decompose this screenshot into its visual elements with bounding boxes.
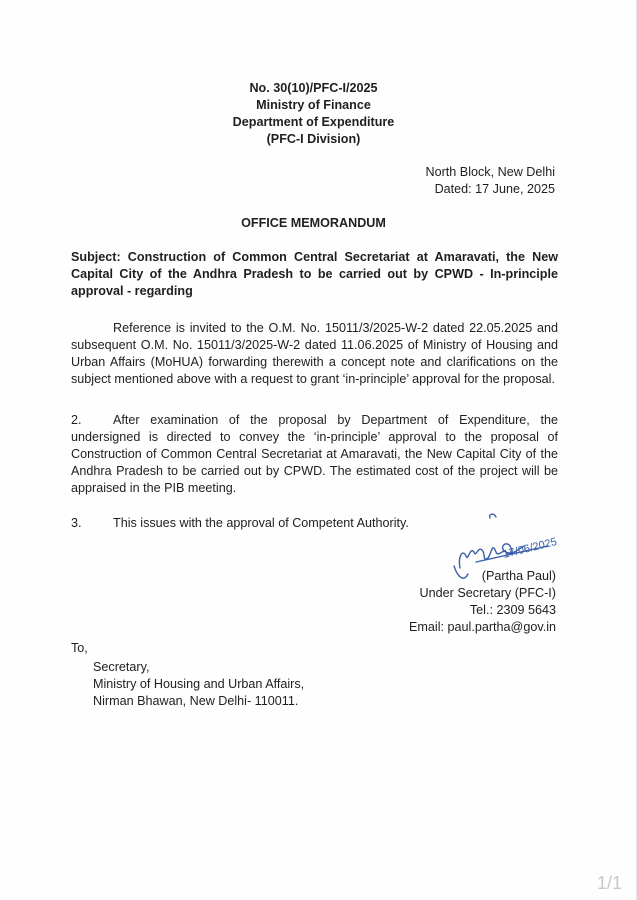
subject-line: Subject: Construction of Common Central Secretariat at Amaravati, the New Capital City of the Andhra Pradesh to be carried out by CPWD - In-principle approval - regarding: [71, 250, 558, 298]
om-number: No. 30(10)/PFC-I/2025: [249, 81, 378, 95]
recipient-line: Nirman Bhawan, New Delhi- 110011.: [93, 694, 299, 708]
signatory-name: (Partha Paul): [481, 569, 556, 583]
memo-title: OFFICE MEMORANDUM: [241, 216, 386, 230]
paragraph-text: This issues with the approval of Competent Authority.: [113, 516, 409, 530]
recipient-address: [93, 659, 304, 710]
signatory-block: [409, 568, 556, 636]
paragraph-text: After examination of the proposal by Department of Expenditure, the undersigned is directed to convey the ‘in-principle’ approval to the proposal of Construction of Common Central Secretariat at Amaravati, the New Capital City of the Andhra Pradesh to be carried out by CPWD. The estimated cost of the project will be appraised in the PIB meeting.: [71, 413, 558, 495]
recipient-line: Ministry of Housing and Urban Affairs,: [93, 677, 305, 691]
recipient-to: To,: [71, 641, 88, 655]
place-and-date: [426, 164, 555, 198]
paragraph-1: [71, 320, 558, 388]
signatory-email: Email: paul.partha@gov.in: [409, 620, 556, 634]
date: Dated: 17 June, 2025: [434, 182, 555, 196]
signatory-telephone: Tel.: 2309 5643: [469, 603, 556, 617]
signatory-designation: Under Secretary (PFC-I): [419, 586, 556, 600]
paragraph-number: 3.: [71, 516, 82, 530]
signature-date: 17/06/2025: [501, 535, 559, 561]
document-header: [0, 80, 637, 148]
paragraph-text: Reference is invited to the O.M. No. 15011/3/2025-W-2 dated 22.05.2025 and subsequent O.M. No. 15011/3/2025-W-2 dated 11.06.2025 of Ministry of Housing and Urban Affairs (MoHUA) forwarding therewith a concept note and clarifications on the subject mentioned above with a request to grant ‘in-principle’ approval for the proposal.: [71, 321, 558, 386]
division-name: (PFC-I Division): [266, 132, 361, 146]
page-indicator: 1/1: [596, 873, 622, 893]
ministry-name: Ministry of Finance: [256, 98, 371, 112]
paragraph-2: [71, 412, 558, 497]
department-name: Department of Expenditure: [232, 115, 395, 129]
paragraph-number: 2.: [71, 413, 82, 427]
recipient-line: Secretary,: [93, 660, 150, 674]
location: North Block, New Delhi: [425, 165, 555, 179]
